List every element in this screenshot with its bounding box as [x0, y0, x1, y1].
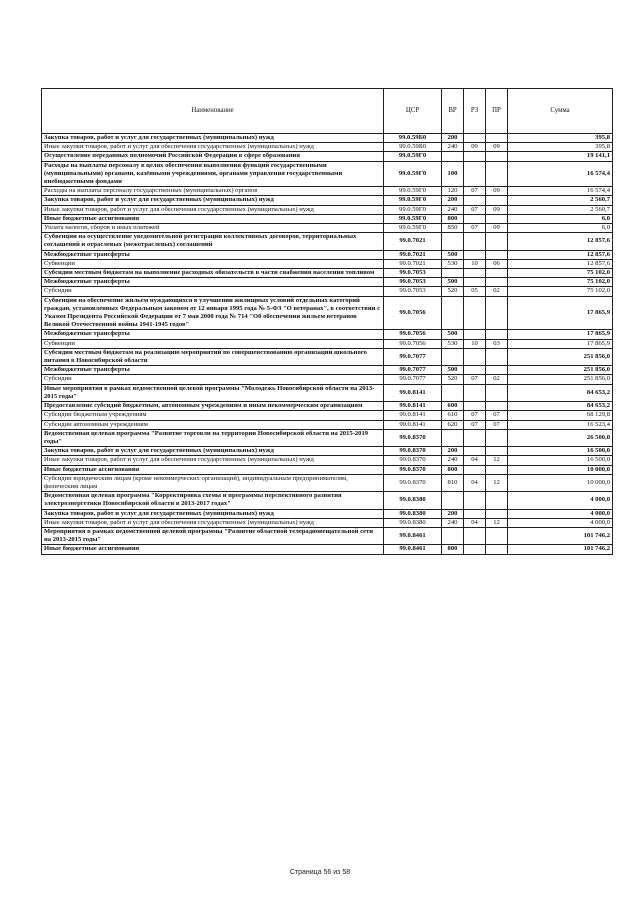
row-name: Субсидии местным бюджетам на реализацию мероприятий по совершенствованию организации школьного питания в Новосибирской области	[42, 348, 384, 365]
row-vr: 500	[442, 366, 464, 375]
table-row	[42, 205, 613, 214]
row-sum: 16 523,4	[508, 420, 613, 429]
row-pr	[486, 152, 508, 161]
row-rz: 04	[464, 474, 486, 491]
row-name: Иные мероприятия в рамках ведомственной целевой программы "Молодежь Новосибирской области на 2013-2015 годы"	[42, 384, 384, 401]
row-name: Ведомственная целевая программа "Развитие торговли на территории Новосибирской области на 2015-2019 годы"	[42, 429, 384, 446]
row-pr	[486, 296, 508, 330]
row-pr	[486, 384, 508, 401]
row-name: Закупка товаров, работ и услуг для государственных (муниципальных) нужд	[42, 134, 384, 143]
row-vr: 530	[442, 259, 464, 268]
row-name: Иные бюджетные ассигнования	[42, 465, 384, 474]
row-csr: 99.0.59Б0	[384, 143, 442, 152]
row-name: Иные закупки товаров, работ и услуг для обеспечения государственных (муниципальных) нужд	[42, 456, 384, 465]
row-vr: 610	[442, 411, 464, 420]
row-name: Мероприятия в рамках ведомственной целевой программы "Развитие областной телерадиовещательной сети на 2013-2015 годы"	[42, 527, 384, 544]
row-name: Иные бюджетные ассигнования	[42, 545, 384, 554]
row-pr: 03	[486, 339, 508, 348]
row-rz	[464, 161, 486, 187]
row-rz	[464, 296, 486, 330]
row-sum: 26 500,0	[508, 429, 613, 446]
row-sum: 75 102,0	[508, 287, 613, 296]
row-rz	[464, 278, 486, 287]
row-pr	[486, 429, 508, 446]
header-csr: ЦСР	[384, 89, 442, 134]
row-sum: 4 000,0	[508, 492, 613, 509]
row-name: Межбюджетные трансферты	[42, 330, 384, 339]
row-name: Межбюджетные трансферты	[42, 366, 384, 375]
row-rz: 05	[464, 287, 486, 296]
row-sum: 251 856,0	[508, 375, 613, 384]
row-sum: 12 857,6	[508, 250, 613, 259]
row-csr: 99.0.7056	[384, 330, 442, 339]
row-csr: 99.0.7077	[384, 348, 442, 365]
row-rz	[464, 545, 486, 554]
row-name: Субвенции на осуществление уведомительной регистрации коллективных договоров, территориальных соглашений и отраслевых (межотраслевых) соглашений	[42, 233, 384, 250]
row-vr: 800	[442, 465, 464, 474]
row-name: Расходы на выплаты персоналу государственных (муниципальных) органов	[42, 187, 384, 196]
row-name: Уплата налогов, сборов и иных платежей	[42, 224, 384, 233]
row-pr: 02	[486, 375, 508, 384]
row-rz	[464, 330, 486, 339]
table-row	[42, 224, 613, 233]
row-vr: 520	[442, 287, 464, 296]
header-rz: РЗ	[464, 89, 486, 134]
row-vr: 200	[442, 134, 464, 143]
row-name: Закупка товаров, работ и услуг для государственных (муниципальных) нужд	[42, 196, 384, 205]
row-rz	[464, 250, 486, 259]
row-pr	[486, 447, 508, 456]
row-sum: 17 865,9	[508, 339, 613, 348]
row-pr: 07	[486, 420, 508, 429]
row-csr: 99.0.7053	[384, 269, 442, 278]
row-csr: 99.0.7021	[384, 259, 442, 268]
row-pr	[486, 269, 508, 278]
table-row	[42, 456, 613, 465]
row-pr: 09	[486, 143, 508, 152]
row-vr	[442, 296, 464, 330]
row-rz: 07	[464, 224, 486, 233]
row-pr	[486, 465, 508, 474]
row-name: Закупка товаров, работ и услуг для государственных (муниципальных) нужд	[42, 447, 384, 456]
row-sum: 251 856,0	[508, 348, 613, 365]
row-name: Иные закупки товаров, работ и услуг для обеспечения государственных (муниципальных) нужд	[42, 143, 384, 152]
row-sum: 68 129,8	[508, 411, 613, 420]
table-row	[42, 384, 613, 401]
row-sum: 75 102,0	[508, 269, 613, 278]
row-rz	[464, 214, 486, 223]
table-row	[42, 143, 613, 152]
row-csr: 99.0.59Г0	[384, 196, 442, 205]
table-row	[42, 196, 613, 205]
row-csr: 99.0.8380	[384, 509, 442, 518]
row-pr	[486, 527, 508, 544]
row-pr	[486, 545, 508, 554]
row-rz	[464, 152, 486, 161]
row-name: Ведомственная целевая программа "Корректировка схемы и программы перспективного развития электроэнергетики Новосибирской области в 2013-2017 годах"	[42, 492, 384, 509]
row-pr: 12	[486, 518, 508, 527]
row-rz	[464, 348, 486, 365]
row-csr: 99.0.59Г0	[384, 214, 442, 223]
table-row	[42, 402, 613, 411]
table-row	[42, 366, 613, 375]
row-pr: 12	[486, 456, 508, 465]
row-csr: 99.0.8141	[384, 402, 442, 411]
row-csr: 99.0.8141	[384, 411, 442, 420]
row-rz	[464, 196, 486, 205]
table-row	[42, 134, 613, 143]
row-vr: 200	[442, 447, 464, 456]
row-vr	[442, 429, 464, 446]
row-name: Предоставление субсидий бюджетным, автономным учреждениям и иным некоммерческим организациям	[42, 402, 384, 411]
row-vr: 520	[442, 375, 464, 384]
table-row	[42, 447, 613, 456]
row-vr: 800	[442, 545, 464, 554]
row-vr: 240	[442, 143, 464, 152]
table-row	[42, 465, 613, 474]
table-row	[42, 214, 613, 223]
row-csr: 99.0.8461	[384, 545, 442, 554]
row-rz	[464, 233, 486, 250]
table-row	[42, 287, 613, 296]
budget-table	[41, 88, 613, 555]
row-csr: 99.0.59Г0	[384, 152, 442, 161]
table-body	[42, 134, 613, 555]
row-sum: 84 653,2	[508, 402, 613, 411]
row-rz	[464, 465, 486, 474]
row-sum: 16 574,4	[508, 161, 613, 187]
row-name: Субсидии бюджетным учреждениям	[42, 411, 384, 420]
table-row	[42, 348, 613, 365]
table-row	[42, 278, 613, 287]
row-pr	[486, 278, 508, 287]
row-vr: 120	[442, 187, 464, 196]
row-csr: 99.0.59Г0	[384, 161, 442, 187]
row-vr: 850	[442, 224, 464, 233]
row-sum: 10 000,0	[508, 465, 613, 474]
row-csr: 99.0.8370	[384, 447, 442, 456]
row-vr	[442, 269, 464, 278]
row-csr: 99.0.59Г0	[384, 224, 442, 233]
row-pr	[486, 250, 508, 259]
row-rz: 04	[464, 518, 486, 527]
row-vr: 240	[442, 456, 464, 465]
row-pr: 07	[486, 411, 508, 420]
row-pr: 09	[486, 224, 508, 233]
row-pr	[486, 214, 508, 223]
row-csr: 99.0.59Г0	[384, 187, 442, 196]
row-csr: 99.0.7056	[384, 296, 442, 330]
row-name: Субсидии	[42, 287, 384, 296]
row-name: Иные бюджетные ассигнования	[42, 214, 384, 223]
row-name: Межбюджетные трансферты	[42, 278, 384, 287]
row-csr: 99.0.8370	[384, 465, 442, 474]
row-sum: 6,0	[508, 214, 613, 223]
table-row	[42, 474, 613, 491]
row-name: Межбюджетные трансферты	[42, 250, 384, 259]
row-rz: 07	[464, 205, 486, 214]
row-pr	[486, 509, 508, 518]
table-row	[42, 375, 613, 384]
table-row	[42, 509, 613, 518]
table-row	[42, 233, 613, 250]
row-sum: 101 746,2	[508, 527, 613, 544]
header-name: Наименование	[42, 89, 384, 134]
row-csr: 99.0.59Б0	[384, 134, 442, 143]
row-csr: 99.0.7021	[384, 250, 442, 259]
row-csr: 99.0.8461	[384, 527, 442, 544]
row-csr: 99.0.8380	[384, 518, 442, 527]
row-vr: 200	[442, 509, 464, 518]
row-name: Закупка товаров, работ и услуг для государственных (муниципальных) нужд	[42, 509, 384, 518]
row-name: Осуществление переданных полномочий Российской Федерации в сфере образования	[42, 152, 384, 161]
row-name: Расходы на выплаты персоналу в целях обеспечения выполнения функций государственными (муниципальными) органами, казёнными учреждениями, органами управления государственными внебюджетными фондами	[42, 161, 384, 187]
row-vr: 200	[442, 196, 464, 205]
row-sum: 395,8	[508, 134, 613, 143]
row-csr: 99.0.7021	[384, 233, 442, 250]
row-name: Субвенции на обеспечение жильем нуждающихся в улучшении жилищных условий отдельных категорий граждан, установленных Федеральным законом от 12 января 1995 года № 5-ФЗ "О ветеранах", в соответствии с Указом Президента Российской Федерации от 7 мая 2008 года № 714 "Об обеспечении жильем ветеранов Великой Отечественной войны 1941-1945 годов"	[42, 296, 384, 330]
row-sum: 6,0	[508, 224, 613, 233]
table-row	[42, 187, 613, 196]
row-rz: 04	[464, 456, 486, 465]
row-rz: 07	[464, 411, 486, 420]
row-pr	[486, 196, 508, 205]
row-csr: 99.0.7077	[384, 375, 442, 384]
row-sum: 251 856,0	[508, 366, 613, 375]
header-pr: ПР	[486, 89, 508, 134]
row-vr	[442, 233, 464, 250]
row-csr: 99.0.59Г0	[384, 205, 442, 214]
table-row	[42, 152, 613, 161]
row-csr: 99.0.7077	[384, 366, 442, 375]
row-rz: 07	[464, 375, 486, 384]
row-name: Субсидии местным бюджетам на выполнение расходных обязательств в части снабжения населения топливом	[42, 269, 384, 278]
row-name: Субвенции	[42, 339, 384, 348]
row-rz	[464, 509, 486, 518]
row-sum: 84 653,2	[508, 384, 613, 401]
row-rz	[464, 402, 486, 411]
row-vr: 530	[442, 339, 464, 348]
row-vr: 810	[442, 474, 464, 491]
row-rz: 07	[464, 420, 486, 429]
row-csr: 99.0.8370	[384, 429, 442, 446]
row-pr: 12	[486, 474, 508, 491]
row-name: Субсидии	[42, 375, 384, 384]
row-rz	[464, 134, 486, 143]
row-sum: 2 560,7	[508, 196, 613, 205]
row-vr: 500	[442, 250, 464, 259]
row-csr: 99.0.8370	[384, 474, 442, 491]
row-sum: 2 560,7	[508, 205, 613, 214]
row-rz	[464, 366, 486, 375]
table-row	[42, 259, 613, 268]
row-vr	[442, 384, 464, 401]
row-rz: 10	[464, 339, 486, 348]
row-pr	[486, 161, 508, 187]
row-name: Субвенции	[42, 259, 384, 268]
row-sum: 4 000,0	[508, 518, 613, 527]
row-pr: 09	[486, 205, 508, 214]
row-pr	[486, 492, 508, 509]
row-vr: 100	[442, 161, 464, 187]
table-row	[42, 518, 613, 527]
row-vr: 240	[442, 205, 464, 214]
row-vr: 500	[442, 278, 464, 287]
table-row	[42, 161, 613, 187]
row-sum: 12 857,6	[508, 259, 613, 268]
table-row	[42, 250, 613, 259]
row-rz	[464, 269, 486, 278]
page-number: Страница 56 из 58	[289, 869, 351, 876]
table-row	[42, 330, 613, 339]
row-vr: 500	[442, 330, 464, 339]
row-rz: 10	[464, 259, 486, 268]
row-rz	[464, 384, 486, 401]
row-pr	[486, 330, 508, 339]
header-vr: ВР	[442, 89, 464, 134]
row-pr	[486, 348, 508, 365]
table-row	[42, 492, 613, 509]
row-name: Субсидии юридическим лицам (кроме некоммерческих организаций), индивидуальным предпринимателям, физическим лицам	[42, 474, 384, 491]
row-vr: 800	[442, 214, 464, 223]
row-pr: 02	[486, 287, 508, 296]
table-row	[42, 429, 613, 446]
row-name: Иные закупки товаров, работ и услуг для обеспечения государственных (муниципальных) нужд	[42, 205, 384, 214]
row-pr	[486, 402, 508, 411]
row-rz	[464, 527, 486, 544]
row-pr: 09	[486, 187, 508, 196]
row-rz	[464, 492, 486, 509]
row-vr	[442, 492, 464, 509]
table-row	[42, 339, 613, 348]
row-csr: 99.0.8380	[384, 492, 442, 509]
row-sum: 12 857,6	[508, 233, 613, 250]
row-csr: 99.0.7056	[384, 339, 442, 348]
row-rz: 07	[464, 187, 486, 196]
row-csr: 99.0.7053	[384, 278, 442, 287]
row-sum: 17 865,9	[508, 296, 613, 330]
row-sum: 17 865,9	[508, 330, 613, 339]
table-row	[42, 269, 613, 278]
table-header-row	[42, 89, 613, 134]
table-row	[42, 411, 613, 420]
row-vr: 600	[442, 402, 464, 411]
row-vr	[442, 152, 464, 161]
row-vr: 240	[442, 518, 464, 527]
row-csr: 99.0.8370	[384, 456, 442, 465]
row-csr: 99.0.8141	[384, 420, 442, 429]
table-row	[42, 545, 613, 554]
row-csr: 99.0.8141	[384, 384, 442, 401]
row-sum: 4 000,0	[508, 509, 613, 518]
row-vr	[442, 527, 464, 544]
row-sum: 10 000,0	[508, 474, 613, 491]
table-row	[42, 527, 613, 544]
row-pr	[486, 233, 508, 250]
row-name: Субсидии автономным учреждениям	[42, 420, 384, 429]
row-sum: 101 746,2	[508, 545, 613, 554]
header-sum: Сумма	[508, 89, 613, 134]
row-name: Иные закупки товаров, работ и услуг для обеспечения государственных (муниципальных) нужд	[42, 518, 384, 527]
row-rz: 09	[464, 143, 486, 152]
row-csr: 99.0.7053	[384, 287, 442, 296]
row-sum: 395,8	[508, 143, 613, 152]
table-row	[42, 420, 613, 429]
row-pr	[486, 134, 508, 143]
row-vr	[442, 348, 464, 365]
row-pr: 06	[486, 259, 508, 268]
row-rz	[464, 429, 486, 446]
row-vr: 620	[442, 420, 464, 429]
row-sum: 19 141,1	[508, 152, 613, 161]
row-rz	[464, 447, 486, 456]
row-sum: 16 500,0	[508, 456, 613, 465]
row-sum: 16 500,0	[508, 447, 613, 456]
row-sum: 75 102,0	[508, 278, 613, 287]
table-row	[42, 296, 613, 330]
row-pr	[486, 366, 508, 375]
row-sum: 16 574,4	[508, 187, 613, 196]
